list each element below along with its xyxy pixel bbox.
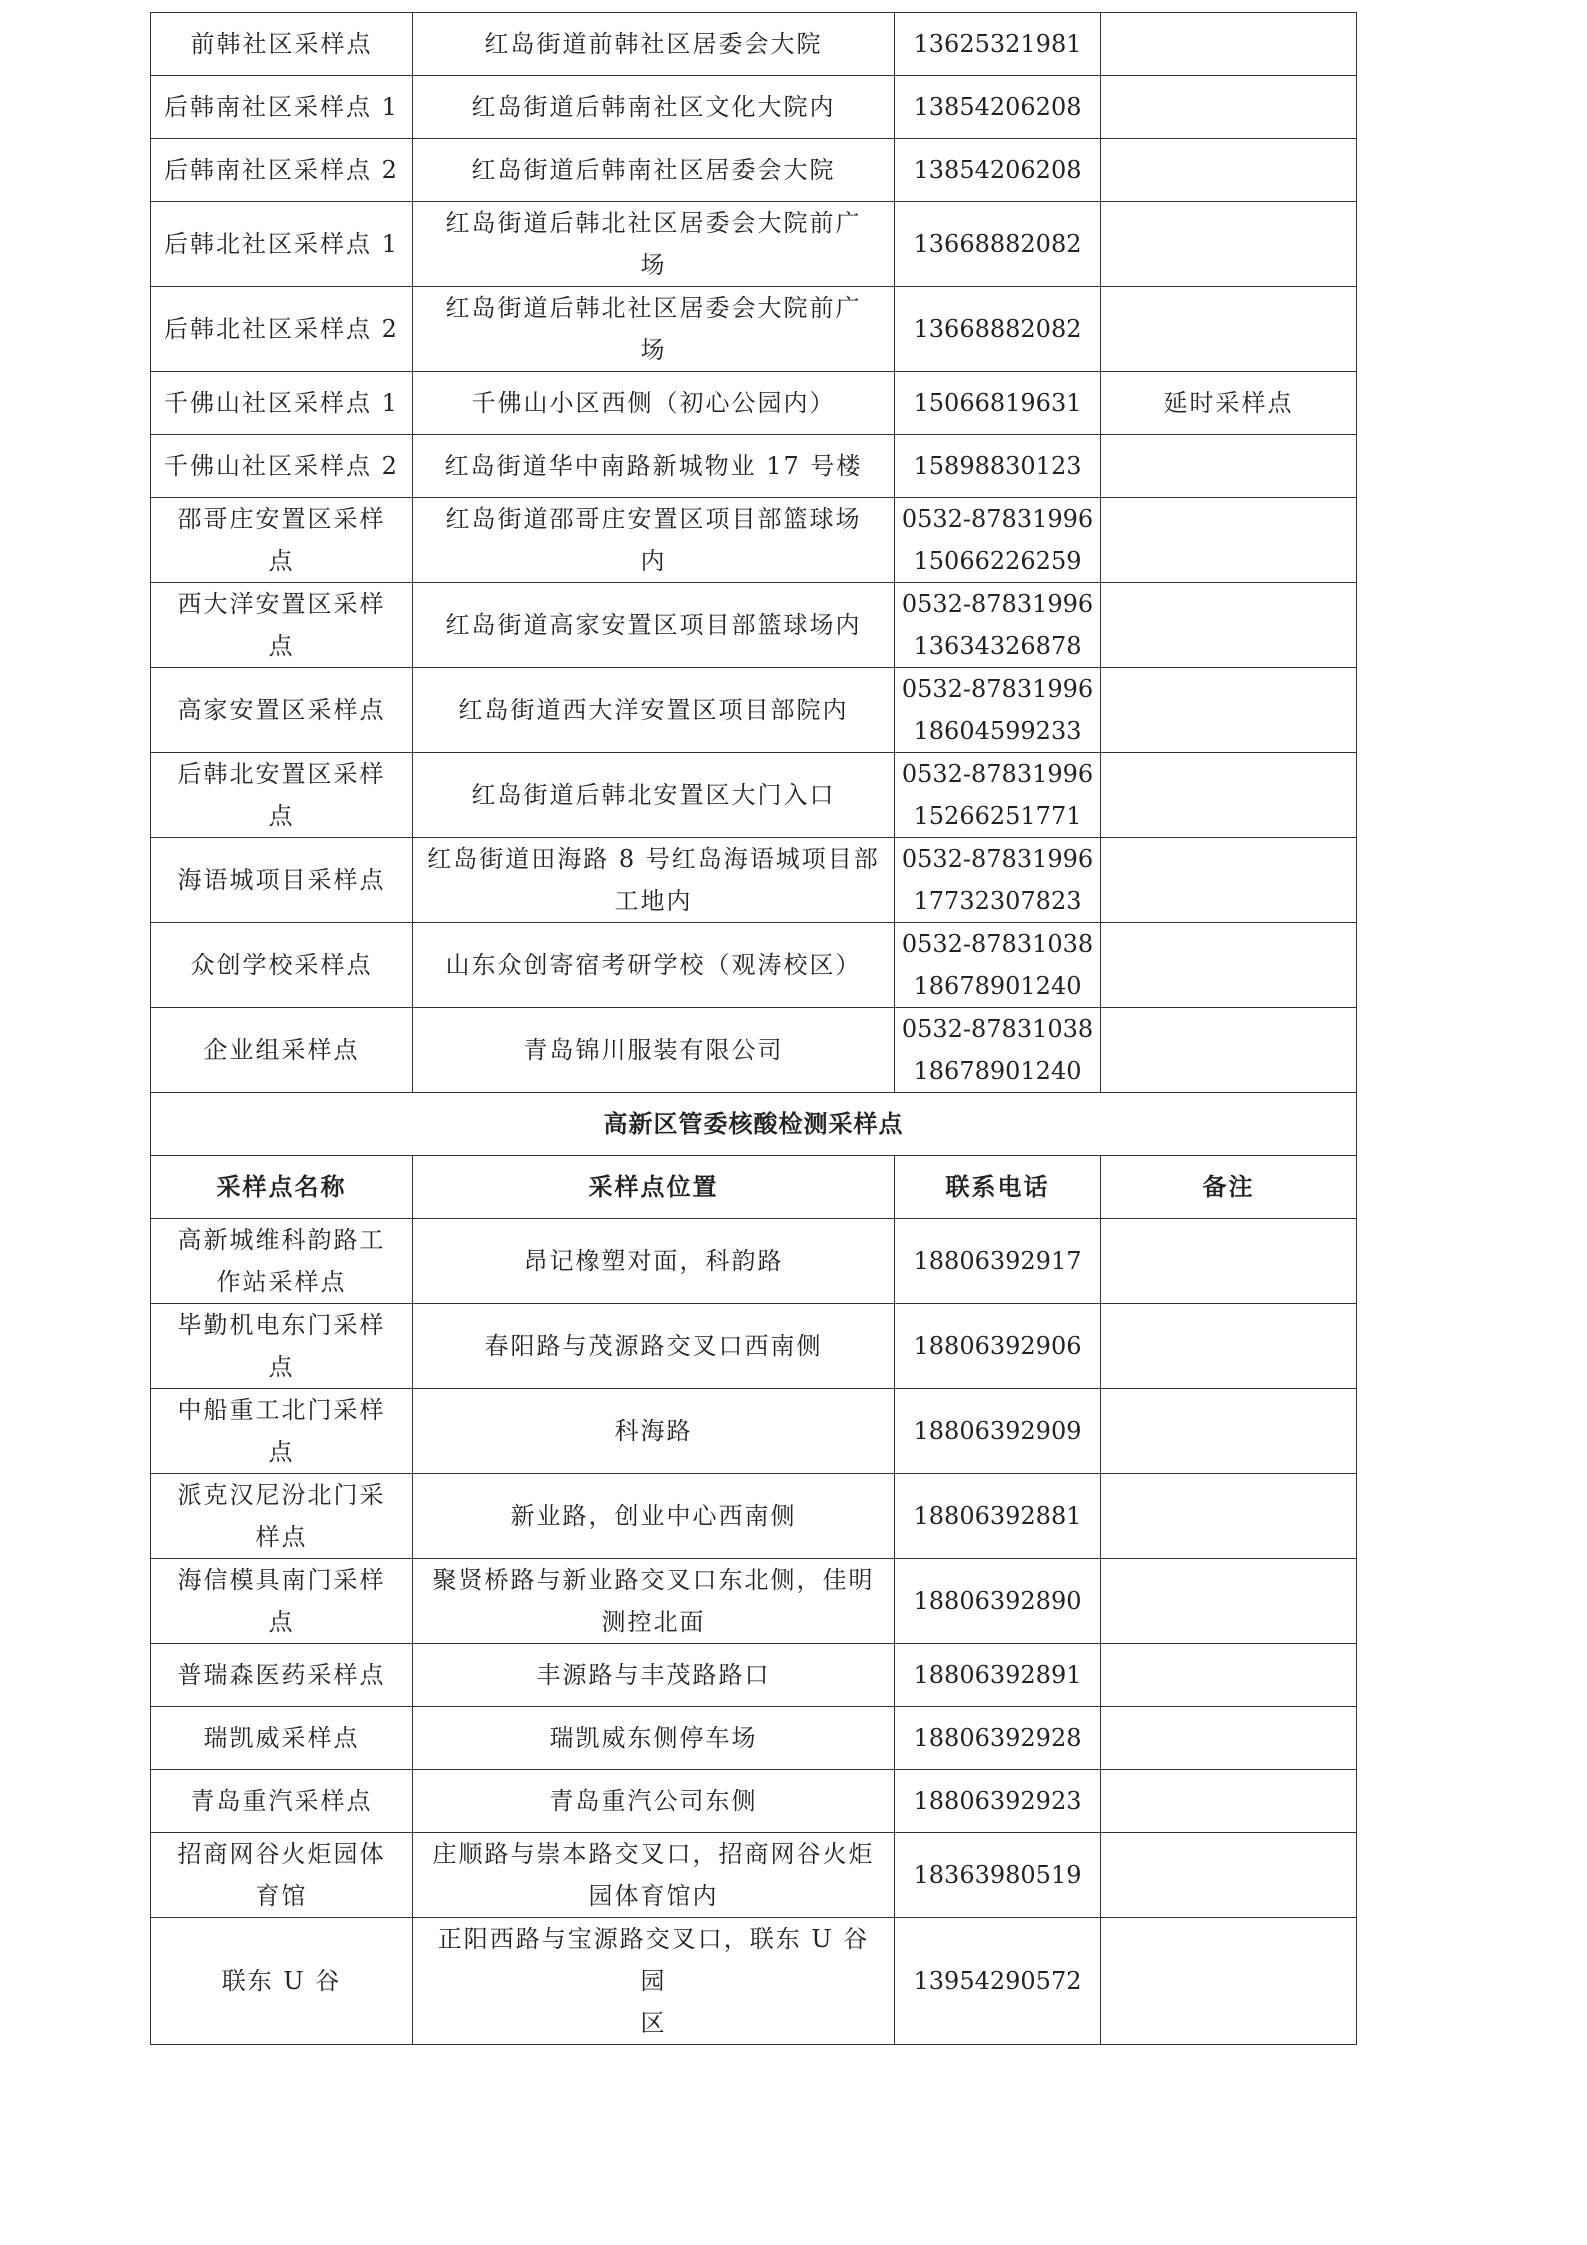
site-phone-cell-line: 13625321981 xyxy=(913,30,1082,58)
site-phone-cell-line: 18604599233 xyxy=(913,717,1082,745)
site-phone-cell xyxy=(895,1559,1101,1644)
site-name-cell-line: 样点 xyxy=(255,1523,308,1551)
header-phone: 联系电话 xyxy=(895,1156,1101,1219)
site-note-cell xyxy=(1101,1008,1357,1093)
table-row xyxy=(151,1008,1357,1093)
site-location-cell xyxy=(413,139,895,202)
site-phone-cell xyxy=(895,923,1101,1008)
site-phone-cell-line: 18806392881 xyxy=(913,1502,1082,1530)
site-note-cell xyxy=(1101,1833,1357,1918)
site-phone-cell-line: 17732307823 xyxy=(913,887,1082,915)
site-location-cell xyxy=(413,1389,895,1474)
site-name-cell xyxy=(151,1219,413,1304)
table-row xyxy=(151,76,1357,139)
site-note-cell xyxy=(1101,1304,1357,1389)
site-location-cell-line: 红岛街道华中南路新城物业 17 号楼 xyxy=(444,452,863,480)
table-row xyxy=(151,372,1357,435)
table-row xyxy=(151,1219,1357,1304)
site-phone-cell-line: 15066819631 xyxy=(913,389,1082,417)
site-location-cell xyxy=(413,1219,895,1304)
table-row xyxy=(151,583,1357,668)
site-phone-cell xyxy=(895,435,1101,498)
site-name-cell-line: 后韩南社区采样点 2 xyxy=(164,156,399,184)
site-note-cell xyxy=(1101,838,1357,923)
site-name-cell-line: 点 xyxy=(268,1438,295,1466)
site-name-cell xyxy=(151,583,413,668)
site-name-cell xyxy=(151,1559,413,1644)
site-name-cell xyxy=(151,753,413,838)
site-name-cell-line: 毕勤机电东门采样 xyxy=(177,1311,386,1339)
site-name-cell-line: 海语城项目采样点 xyxy=(177,866,386,894)
site-note-cell xyxy=(1101,1559,1357,1644)
site-phone-cell-line: 18806392928 xyxy=(913,1724,1082,1752)
site-name-cell-line: 众创学校采样点 xyxy=(190,951,373,979)
site-location-cell xyxy=(413,838,895,923)
site-location-cell-line: 科海路 xyxy=(614,1417,693,1445)
sampling-sites-table xyxy=(150,12,1357,2045)
site-name-cell xyxy=(151,1707,413,1770)
site-location-cell-line: 场 xyxy=(640,251,667,279)
site-phone-cell xyxy=(895,838,1101,923)
site-phone-cell-line: 0532-87831996 xyxy=(901,760,1094,788)
site-phone-cell xyxy=(895,1474,1101,1559)
bottom-rows-body xyxy=(151,1219,1357,2045)
site-name-cell-line: 招商网谷火炬园体 xyxy=(177,1840,386,1868)
table-row xyxy=(151,1918,1357,2045)
site-location-cell xyxy=(413,1707,895,1770)
site-phone-cell-line: 0532-87831038 xyxy=(901,930,1094,958)
site-phone-cell-line: 13954290572 xyxy=(913,1967,1082,1995)
table-row xyxy=(151,753,1357,838)
site-name-cell-line: 前韩社区采样点 xyxy=(190,30,373,58)
site-phone-cell-line: 0532-87831996 xyxy=(901,505,1094,533)
site-name-cell-line: 西大洋安置区采样 xyxy=(177,590,386,618)
site-location-cell-line: 青岛锦川服装有限公司 xyxy=(523,1036,784,1064)
site-phone-cell-line: 0532-87831996 xyxy=(901,590,1094,618)
site-name-cell-line: 企业组采样点 xyxy=(203,1036,360,1064)
site-name-cell xyxy=(151,1304,413,1389)
site-location-cell xyxy=(413,76,895,139)
site-location-cell xyxy=(413,13,895,76)
site-phone-cell-line: 15898830123 xyxy=(913,452,1082,480)
site-name-cell xyxy=(151,1008,413,1093)
site-name-cell xyxy=(151,1918,413,2045)
site-name-cell xyxy=(151,838,413,923)
site-note-cell xyxy=(1101,1644,1357,1707)
site-location-cell xyxy=(413,1833,895,1918)
site-name-cell-line: 联东 U 谷 xyxy=(221,1967,342,1995)
site-name-cell xyxy=(151,498,413,583)
site-name-cell-line: 青岛重汽采样点 xyxy=(190,1787,373,1815)
site-name-cell-line: 后韩北社区采样点 2 xyxy=(164,315,399,343)
site-phone-cell xyxy=(895,1219,1101,1304)
site-phone-cell-line: 0532-87831996 xyxy=(901,845,1094,873)
site-note-cell xyxy=(1101,753,1357,838)
site-phone-cell-line: 0532-87831996 xyxy=(901,675,1094,703)
site-name-cell-line: 点 xyxy=(268,1608,295,1636)
site-name-cell-line: 后韩北安置区采样 xyxy=(177,760,386,788)
site-note-cell xyxy=(1101,202,1357,287)
site-name-cell xyxy=(151,1474,413,1559)
site-phone-cell-line: 15066226259 xyxy=(913,547,1082,575)
site-location-cell xyxy=(413,583,895,668)
site-location-cell-line: 红岛街道后韩南社区文化大院内 xyxy=(471,93,836,121)
site-note-cell xyxy=(1101,1474,1357,1559)
site-note-cell xyxy=(1101,498,1357,583)
site-phone-cell xyxy=(895,1707,1101,1770)
site-name-cell-line: 千佛山社区采样点 2 xyxy=(164,452,399,480)
table-row xyxy=(151,1833,1357,1918)
site-location-cell xyxy=(413,287,895,372)
site-note-cell xyxy=(1101,76,1357,139)
site-note-cell xyxy=(1101,435,1357,498)
site-phone-cell xyxy=(895,583,1101,668)
site-location-cell xyxy=(413,923,895,1008)
site-location-cell-line: 红岛街道后韩北社区居委会大院前广 xyxy=(445,209,862,237)
site-location-cell-line: 青岛重汽公司东侧 xyxy=(549,1787,758,1815)
site-phone-cell xyxy=(895,1389,1101,1474)
table-row xyxy=(151,1559,1357,1644)
site-location-cell-line: 千佛山小区西侧（初心公园内） xyxy=(471,389,836,417)
site-phone-cell xyxy=(895,287,1101,372)
site-note-cell xyxy=(1101,139,1357,202)
section-title-row xyxy=(151,1093,1357,1156)
site-name-cell xyxy=(151,923,413,1008)
site-phone-cell-line: 18806392906 xyxy=(913,1332,1082,1360)
site-location-cell-line: 春阳路与茂源路交叉口西南侧 xyxy=(484,1332,823,1360)
site-location-cell-line: 红岛街道后韩北安置区大门入口 xyxy=(471,781,836,809)
site-location-cell-line: 测控北面 xyxy=(601,1608,706,1636)
site-name-cell-line: 后韩北社区采样点 1 xyxy=(164,230,399,258)
site-note-cell xyxy=(1101,1918,1357,2045)
column-header-row xyxy=(151,1156,1357,1219)
site-name-cell xyxy=(151,13,413,76)
site-name-cell-line: 普瑞森医药采样点 xyxy=(177,1661,386,1689)
site-name-cell-line: 高新城维科韵路工 xyxy=(177,1226,386,1254)
site-name-cell xyxy=(151,1833,413,1918)
site-phone-cell xyxy=(895,1644,1101,1707)
site-phone-cell-line: 18678901240 xyxy=(913,1057,1082,1085)
site-note-cell xyxy=(1101,923,1357,1008)
site-location-cell xyxy=(413,372,895,435)
site-location-cell xyxy=(413,1474,895,1559)
site-phone-cell xyxy=(895,1008,1101,1093)
site-location-cell-line: 红岛街道高家安置区项目部篮球场内 xyxy=(445,611,862,639)
site-location-cell-line: 红岛街道邵哥庄安置区项目部篮球场 xyxy=(445,505,862,533)
site-phone-cell-line: 18806392890 xyxy=(913,1587,1082,1615)
site-location-cell xyxy=(413,1559,895,1644)
site-name-cell-line: 高家安置区采样点 xyxy=(177,696,386,724)
table-row xyxy=(151,498,1357,583)
top-rows-body xyxy=(151,13,1357,1093)
site-name-cell-line: 点 xyxy=(268,1353,295,1381)
site-phone-cell-line: 18806392923 xyxy=(913,1787,1082,1815)
table-row xyxy=(151,13,1357,76)
site-location-cell-line: 红岛街道后韩南社区居委会大院 xyxy=(471,156,836,184)
table-row xyxy=(151,287,1357,372)
site-name-cell xyxy=(151,372,413,435)
site-phone-cell-line: 13634326878 xyxy=(913,632,1082,660)
site-phone-cell xyxy=(895,372,1101,435)
site-phone-cell xyxy=(895,498,1101,583)
site-name-cell-line: 后韩南社区采样点 1 xyxy=(164,93,399,121)
site-name-cell-line: 千佛山社区采样点 1 xyxy=(164,389,399,417)
site-phone-cell xyxy=(895,76,1101,139)
site-phone-cell xyxy=(895,668,1101,753)
site-name-cell xyxy=(151,76,413,139)
table-row xyxy=(151,202,1357,287)
table-row xyxy=(151,1707,1357,1770)
site-phone-cell xyxy=(895,753,1101,838)
site-location-cell-line: 山东众创寄宿考研学校（观涛校区） xyxy=(445,951,862,979)
table-row xyxy=(151,1644,1357,1707)
table-row xyxy=(151,435,1357,498)
site-phone-cell-line: 13854206208 xyxy=(913,156,1082,184)
site-phone-cell xyxy=(895,1304,1101,1389)
site-name-cell-line: 作站采样点 xyxy=(216,1268,347,1296)
site-location-cell-line: 新业路，创业中心西南侧 xyxy=(510,1502,797,1530)
site-name-cell-line: 海信模具南门采样 xyxy=(177,1566,386,1594)
site-phone-cell xyxy=(895,1918,1101,2045)
site-note-cell xyxy=(1101,1219,1357,1304)
site-location-cell-line: 红岛街道田海路 8 号红岛海语城项目部 xyxy=(427,845,880,873)
site-name-cell xyxy=(151,139,413,202)
table-row xyxy=(151,923,1357,1008)
site-phone-cell xyxy=(895,139,1101,202)
site-phone-cell-line: 18806392891 xyxy=(913,1661,1082,1689)
site-name-cell-line: 派克汉尼汾北门采 xyxy=(177,1481,386,1509)
site-name-cell xyxy=(151,1770,413,1833)
site-phone-cell-line: 18678901240 xyxy=(913,972,1082,1000)
site-location-cell xyxy=(413,1304,895,1389)
site-name-cell xyxy=(151,668,413,753)
site-location-cell-line: 正阳西路与宝源路交叉口，联东 U 谷园 xyxy=(437,1925,870,1995)
site-name-cell xyxy=(151,1644,413,1707)
section-title: 高新区管委核酸检测采样点 xyxy=(151,1093,1357,1156)
site-note-cell xyxy=(1101,668,1357,753)
site-location-cell-line: 区 xyxy=(640,2009,667,2037)
site-location-cell-line: 红岛街道后韩北社区居委会大院前广 xyxy=(445,294,862,322)
site-location-cell xyxy=(413,753,895,838)
site-location-cell-line: 场 xyxy=(640,336,667,364)
site-note-cell xyxy=(1101,13,1357,76)
site-location-cell xyxy=(413,202,895,287)
site-phone-cell-line: 13668882082 xyxy=(913,230,1082,258)
site-phone-cell-line: 18806392909 xyxy=(913,1417,1082,1445)
header-location: 采样点位置 xyxy=(413,1156,895,1219)
site-location-cell-line: 聚贤桥路与新业路交叉口东北侧，佳明 xyxy=(432,1566,875,1594)
site-phone-cell-line: 13668882082 xyxy=(913,315,1082,343)
site-location-cell-line: 内 xyxy=(640,547,667,575)
site-name-cell xyxy=(151,1389,413,1474)
site-location-cell-line: 昂记橡塑对面，科韵路 xyxy=(523,1247,784,1275)
header-name: 采样点名称 xyxy=(151,1156,413,1219)
site-name-cell-line: 育馆 xyxy=(255,1882,308,1910)
site-location-cell xyxy=(413,668,895,753)
site-phone-cell-line: 13854206208 xyxy=(913,93,1082,121)
table-row xyxy=(151,1304,1357,1389)
site-phone-cell xyxy=(895,1833,1101,1918)
site-name-cell xyxy=(151,202,413,287)
table-row xyxy=(151,1389,1357,1474)
site-phone-cell-line: 0532-87831038 xyxy=(901,1015,1094,1043)
site-phone-cell xyxy=(895,202,1101,287)
site-phone-cell-line: 18363980519 xyxy=(913,1861,1082,1889)
site-location-cell xyxy=(413,1770,895,1833)
site-location-cell-line: 工地内 xyxy=(614,887,693,915)
site-location-cell xyxy=(413,498,895,583)
site-name-cell-line: 邵哥庄安置区采样 xyxy=(177,505,386,533)
site-name-cell-line: 中船重工北门采样 xyxy=(177,1396,386,1424)
table-row xyxy=(151,139,1357,202)
site-location-cell xyxy=(413,1008,895,1093)
site-name-cell xyxy=(151,435,413,498)
site-note-cell xyxy=(1101,1707,1357,1770)
section-body xyxy=(151,1093,1357,1219)
site-name-cell xyxy=(151,287,413,372)
table-row xyxy=(151,1770,1357,1833)
site-location-cell xyxy=(413,1918,895,2045)
site-name-cell-line: 点 xyxy=(268,547,295,575)
site-phone-cell-line: 18806392917 xyxy=(913,1247,1082,1275)
site-name-cell-line: 瑞凯威采样点 xyxy=(203,1724,360,1752)
site-location-cell-line: 红岛街道西大洋安置区项目部院内 xyxy=(458,696,849,724)
site-note-cell xyxy=(1101,1770,1357,1833)
site-phone-cell-line: 15266251771 xyxy=(913,802,1082,830)
site-note-cell xyxy=(1101,287,1357,372)
site-location-cell xyxy=(413,435,895,498)
site-location-cell-line: 园体育馆内 xyxy=(588,1882,719,1910)
table-row xyxy=(151,838,1357,923)
site-phone-cell xyxy=(895,13,1101,76)
table-row xyxy=(151,1474,1357,1559)
site-note-cell xyxy=(1101,583,1357,668)
site-location-cell-line: 庄顺路与崇本路交叉口，招商网谷火炬 xyxy=(432,1840,875,1868)
site-name-cell-line: 点 xyxy=(268,632,295,660)
site-note-cell: 延时采样点 xyxy=(1101,372,1357,435)
header-note: 备注 xyxy=(1101,1156,1357,1219)
table-row xyxy=(151,668,1357,753)
site-location-cell xyxy=(413,1644,895,1707)
site-location-cell-line: 瑞凯威东侧停车场 xyxy=(549,1724,758,1752)
site-note-cell xyxy=(1101,1389,1357,1474)
site-location-cell-line: 丰源路与丰茂路路口 xyxy=(536,1661,771,1689)
site-name-cell-line: 点 xyxy=(268,802,295,830)
site-location-cell-line: 红岛街道前韩社区居委会大院 xyxy=(484,30,823,58)
site-phone-cell xyxy=(895,1770,1101,1833)
